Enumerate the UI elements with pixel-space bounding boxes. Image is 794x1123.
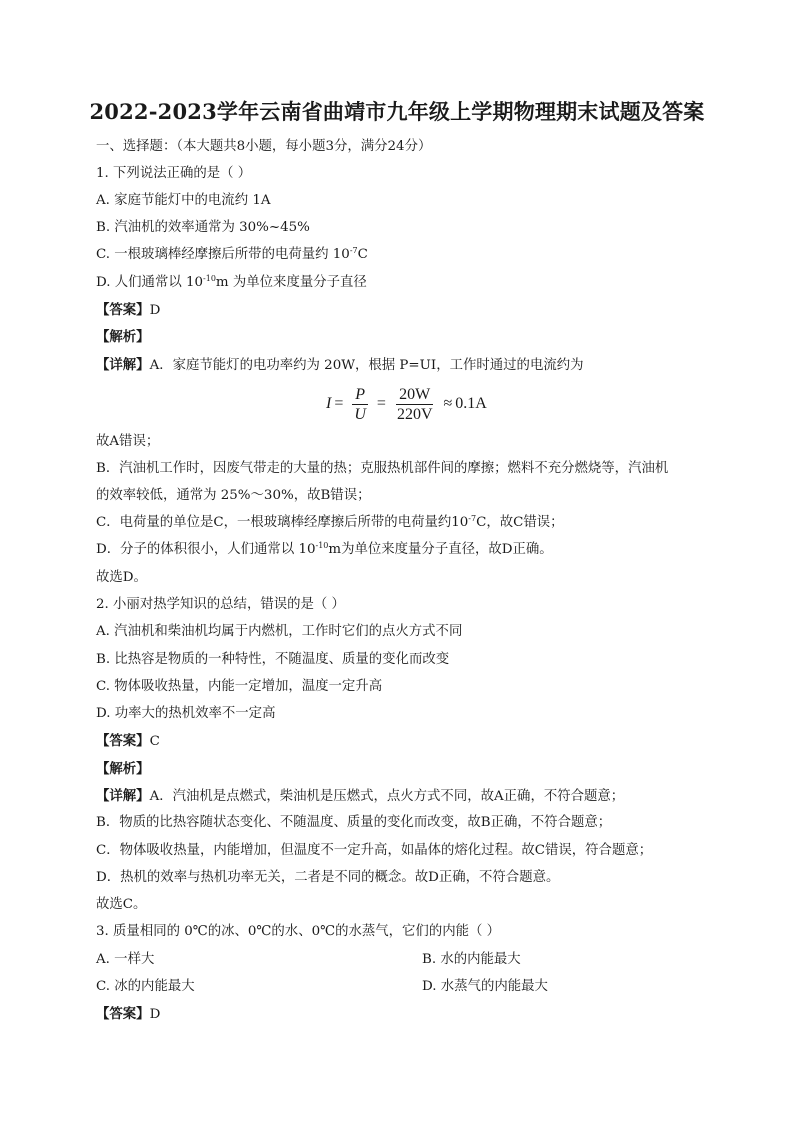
q2-answer (96, 732, 160, 751)
q3-option-b: B. 水的内能最大 (422, 952, 521, 967)
q2-option-d: D. 功率大的热机效率不一定高 (96, 706, 276, 721)
q2-option-b: B. 比热容是物质的一种特性，不随温度、质量的变化而改变 (96, 652, 450, 667)
section-heading: 一、选择题：（本大题共8小题，每小题3分，满分24分） (96, 139, 432, 154)
q1-current-formula (326, 384, 487, 424)
q2-detail-a-text: A．汽油机是点燃式，柴油机是压燃式，点火方式不同，故A正确，不符合题意； (149, 789, 625, 804)
formula-eq-2: = (376, 395, 386, 412)
q1-detail-c-rest: C，故C错误； (476, 515, 564, 530)
q2-detail-b: B．物质的比热容随状态变化、不随温度、质量的变化而改变，故B正确，不符合题意； (96, 815, 612, 830)
q3-answer (96, 1005, 160, 1024)
q1-detail-c-text: C．电荷量的单位是C，一根玻璃棒经摩擦后所带的电荷量约10 (96, 515, 469, 530)
q2-option-a: A. 汽油机和柴油机均属于内燃机，工作时它们的点火方式不同 (96, 624, 463, 639)
q1-option-c-unit: C (357, 247, 368, 262)
formula-fraction-values (394, 386, 436, 423)
q1-detail-a-text: A．家庭节能灯的电功率约为 20W，根据 P=UI，工作时通过的电流约为 (149, 358, 584, 373)
q1-detail-c (96, 514, 564, 532)
q1-detail-b-line2: 的效率较低，通常为 25%～30%，故B错误； (96, 488, 371, 503)
q1-option-b: B. 汽油机的效率通常为 30%~45% (96, 220, 310, 235)
q1-analysis-tag: 【解析】 (96, 329, 150, 345)
q1-answer (96, 301, 160, 320)
q1-detail-d-exponent: -10 (315, 541, 329, 550)
formula-num-p: P (352, 386, 368, 405)
q1-option-d-exponent: -10 (203, 274, 216, 283)
q2-stem: 2. 小丽对热学知识的总结，错误的是（ ） (96, 597, 345, 612)
q2-detail-c: C．物体吸收热量，内能增加，但温度不一定升高，如晶体的熔化过程。故C错误，符合题意； (96, 843, 653, 858)
q3-answer-tag: 【答案】 (96, 1006, 150, 1022)
q1-option-c-exponent: -7 (349, 246, 358, 255)
formula-lhs: I (326, 395, 332, 412)
q1-a-wrong: 故A错误； (96, 434, 160, 449)
formula-eq-1: = (334, 395, 344, 412)
q3-option-c: C. 冰的内能最大 (96, 979, 195, 994)
q2-detail-tag: 【详解】 (96, 788, 150, 804)
q1-detail-d-text: D．分子的体积很小，人们通常以 10 (96, 542, 316, 557)
document-title: 2022-2023学年云南省曲靖市九年级上学期物理期末试题及答案 (89, 99, 705, 124)
q1-detail-d-rest: m为单位来度量分子直径，故D正确。 (328, 542, 553, 557)
formula-result: 0.1A (455, 395, 487, 412)
q1-choose: 故选D。 (96, 570, 147, 585)
formula-approx: ≈ (443, 395, 453, 412)
q1-stem: 1. 下列说法正确的是（ ） (96, 166, 252, 181)
q2-detail-a (96, 787, 624, 806)
q3-option-a: A. 一样大 (96, 952, 155, 967)
q3-answer-value: D (149, 1007, 161, 1022)
q3-option-d: D. 水蒸气的内能最大 (422, 979, 548, 994)
formula-den-220v: 220V (396, 405, 433, 423)
q2-analysis-tag: 【解析】 (96, 761, 150, 777)
q2-option-c: C. 物体吸收热量，内能一定增加，温度一定升高 (96, 679, 383, 694)
q1-option-a: A. 家庭节能灯中的电流约 1A (96, 193, 271, 208)
q1-option-d (96, 274, 367, 292)
q3-stem: 3. 质量相同的 0℃的冰、0℃的水、0℃的水蒸气，它们的内能（ ） (96, 924, 501, 939)
q1-detail-d (96, 541, 553, 559)
q2-detail-d: D．热机的效率与热机功率无关，二者是不同的概念。故D正确，不符合题意。 (96, 870, 560, 885)
q1-detail-b-line1: B．汽油机工作时，因废气带走的大量的热；克服热机部件间的摩擦；燃料不充分燃烧等，汽油机 (96, 461, 669, 476)
formula-den-u: U (354, 405, 366, 423)
q1-option-c-text: C. 一根玻璃棒经摩擦后所带的电荷量约 10 (96, 247, 350, 262)
formula-fraction-p-over-u (351, 386, 369, 423)
q1-detail-a (96, 356, 584, 375)
q1-option-c (96, 246, 368, 264)
formula-num-20w: 20W (396, 386, 433, 405)
q1-option-d-rest: m 为单位来度量分子直径 (215, 275, 367, 290)
q2-choose: 故选C。 (96, 897, 147, 912)
q1-answer-tag: 【答案】 (96, 302, 150, 318)
q1-option-d-text: D. 人们通常以 10 (96, 275, 204, 290)
q2-answer-tag: 【答案】 (96, 733, 150, 749)
q1-detail-tag: 【详解】 (96, 357, 150, 373)
q2-answer-value: C (149, 734, 160, 749)
q1-detail-c-exponent: -7 (468, 514, 477, 523)
q1-answer-value: D (149, 303, 161, 318)
